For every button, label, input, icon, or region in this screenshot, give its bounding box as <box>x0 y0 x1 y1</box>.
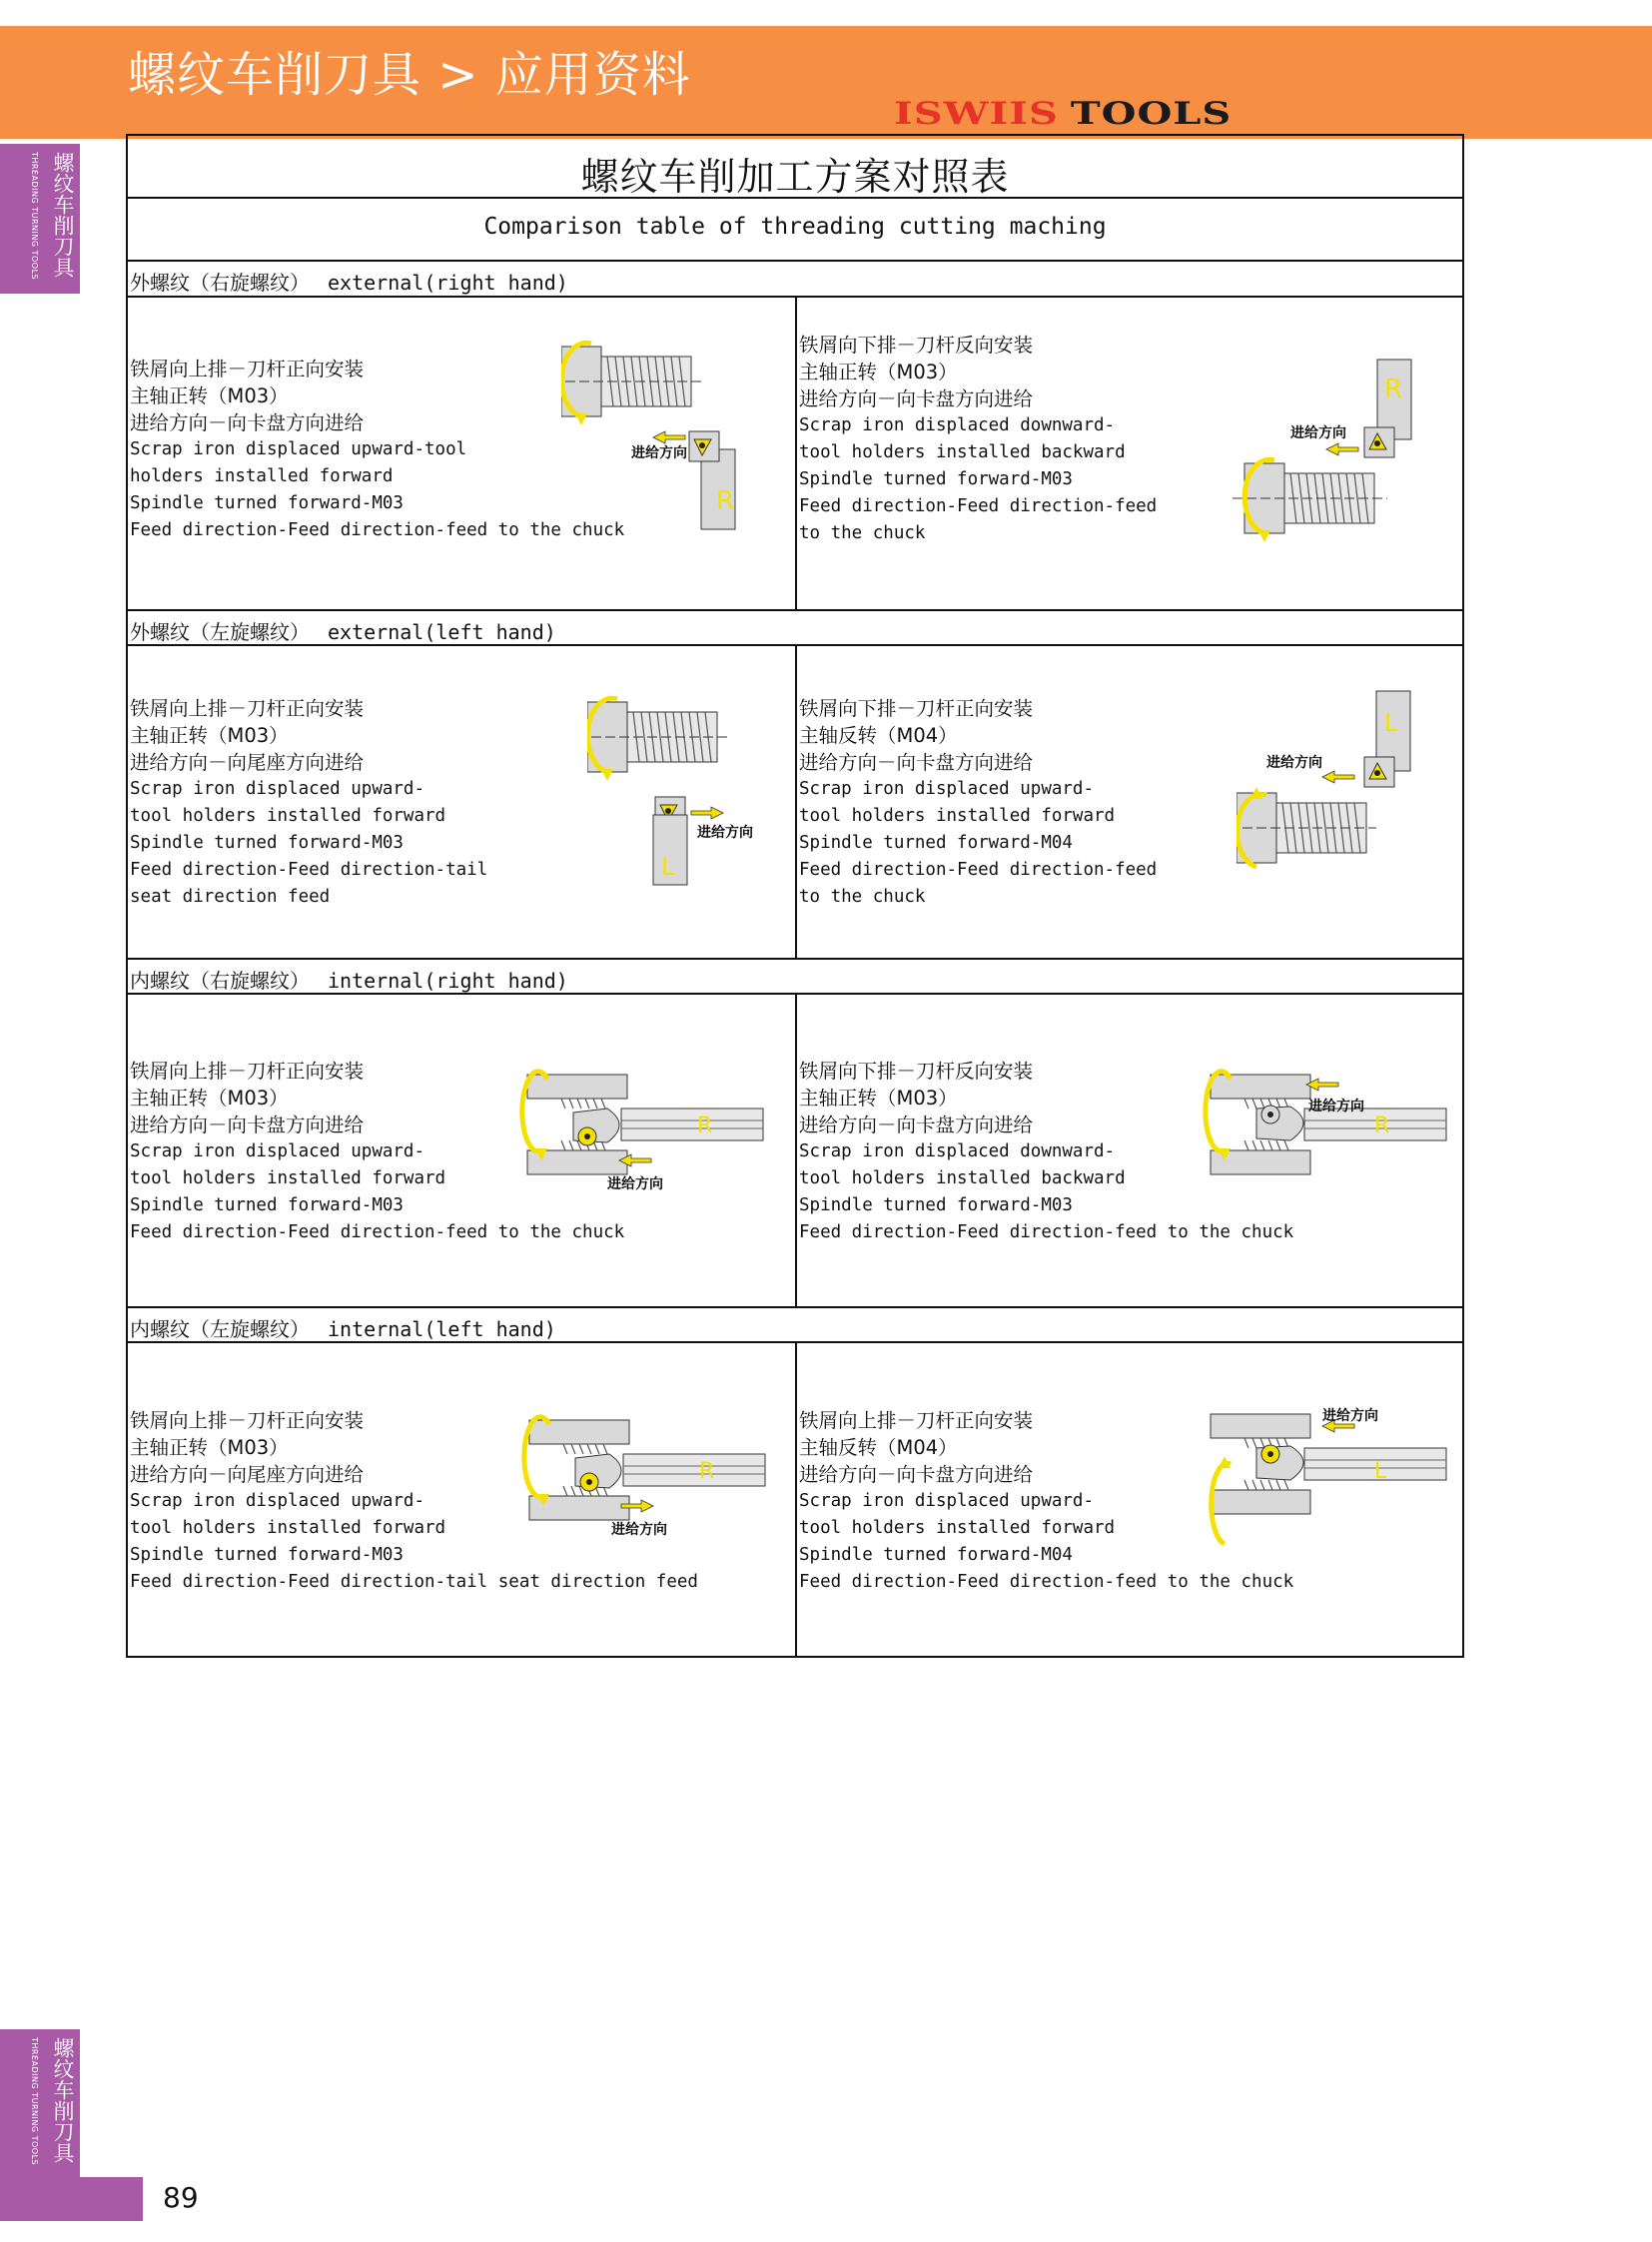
svg-text:R: R <box>1384 374 1403 404</box>
svg-text:进给方向: 进给方向 <box>1266 755 1322 771</box>
svg-text:R: R <box>716 486 735 516</box>
cell-text: 铁屑向上排－刀杆正向安装 主轴正转（M03） 进给方向－向尾座方向进给 Scrap iron displaced upward- tool holders installed forward Spindle turned forward-M03 Feed direction-Feed direction-tail seat direction feed <box>130 1409 698 1592</box>
divider <box>128 1306 1462 1308</box>
section-label: 内螺纹（左旋螺纹） internal(left hand) <box>130 1317 556 1341</box>
svg-text:进给方向: 进给方向 <box>607 1176 663 1192</box>
brand-part1: ISWIIS <box>894 95 1059 132</box>
divider <box>795 644 797 958</box>
internal-thread-diagram <box>513 1410 773 1560</box>
cell-text: 铁屑向下排－刀杆正向安装 主轴反转（M04） 进给方向－向卡盘方向进给 Scrap iron displaced upward- tool holders installed forward Spindle turned forward-M04 Feed direction-Feed direction-feed to the chuck <box>799 697 1158 907</box>
internal-thread-diagram <box>1195 1065 1454 1214</box>
svg-text:R: R <box>697 1114 713 1138</box>
side-tab-cn: 螺纹车削刀具 <box>51 2037 75 2163</box>
divider <box>128 958 1462 960</box>
divider <box>795 993 797 1306</box>
cell-text: 铁屑向上排－刀杆正向安装 主轴正转（M03） 进给方向－向尾座方向进给 Scrap iron displaced upward- tool holders installed forward Spindle turned forward-M03 Feed direction-Feed direction-tail seat direction feed <box>130 697 488 907</box>
svg-text:R: R <box>1374 1114 1390 1138</box>
svg-text:进给方向: 进给方向 <box>631 445 687 461</box>
page-title: 螺纹车削刀具 > 应用资料 <box>128 47 691 103</box>
table-title-en: Comparison table of threading cutting maching <box>483 214 1107 240</box>
page-number: 89 <box>163 2181 199 2214</box>
divider <box>128 197 1462 199</box>
section-label: 外螺纹（右旋螺纹） external(right hand) <box>130 271 568 295</box>
brand-logo <box>894 95 1232 132</box>
svg-text:进给方向: 进给方向 <box>1322 1408 1378 1424</box>
brand-part2: TOOLS <box>1070 95 1233 132</box>
divider <box>795 296 797 609</box>
cell-text: 铁屑向下排－刀杆反向安装 主轴正转（M03） 进给方向－向卡盘方向进给 Scrap iron displaced downward- tool holders installed backward Spindle turned forward-M03 Feed direction-Feed direction-feed to the chuck <box>799 1060 1294 1242</box>
external-thread-diagram <box>1223 358 1452 557</box>
cell-text: 铁屑向下排－刀杆反向安装 主轴正转（M03） 进给方向－向卡盘方向进给 Scrap iron displaced downward- tool holders installed backward Spindle turned forward-M03 Feed direction-Feed direction-feed to the chuck <box>799 334 1158 543</box>
internal-thread-diagram <box>511 1065 771 1214</box>
comparison-table <box>126 134 1464 1658</box>
divider <box>128 260 1462 262</box>
internal-thread-diagram <box>1195 1404 1454 1554</box>
cell-text: 铁屑向上排－刀杆正向安装 主轴正转（M03） 进给方向－向卡盘方向进给 Scrap iron displaced upward- tool holders installed forward Spindle turned forward-M03 Feed direction-Feed direction-feed to the chuck <box>130 1060 625 1242</box>
table-title-cn: 螺纹车削加工方案对照表 <box>580 155 1010 199</box>
divider <box>795 1341 797 1658</box>
svg-text:进给方向: 进给方向 <box>1308 1099 1364 1115</box>
side-tab-bottom <box>0 2029 80 2179</box>
cell-text: 铁屑向上排－刀杆正向安装 主轴正转（M03） 进给方向－向卡盘方向进给 Scrap iron displaced upward-tool holders installed forward Spindle turned forward-M03 Feed direction-Feed direction-feed to the chuck <box>130 358 625 540</box>
divider <box>128 609 1462 611</box>
svg-text:进给方向: 进给方向 <box>611 1522 667 1538</box>
svg-text:进给方向: 进给方向 <box>697 825 753 841</box>
svg-text:R: R <box>699 1459 715 1484</box>
svg-text:L: L <box>661 853 675 881</box>
svg-text:L: L <box>1374 1459 1387 1484</box>
external-thread-diagram <box>1237 687 1456 887</box>
page-number-bar <box>0 2177 143 2221</box>
side-tab-en: THREADING TURNING TOOLS <box>30 2037 39 2166</box>
side-tab-en: THREADING TURNING TOOLS <box>30 152 39 281</box>
side-tab-top <box>0 144 80 294</box>
svg-text:进给方向: 进给方向 <box>1290 425 1346 441</box>
cell-text: 铁屑向上排－刀杆正向安装 主轴反转（M04） 进给方向－向卡盘方向进给 Scrap iron displaced upward- tool holders installed forward Spindle turned forward-M04 Feed direction-Feed direction-feed to the chuck <box>799 1409 1294 1592</box>
external-thread-diagram <box>561 332 791 531</box>
external-thread-diagram <box>587 687 787 887</box>
section-label: 外螺纹（左旋螺纹） external(left hand) <box>130 620 556 644</box>
svg-text:L: L <box>1384 709 1398 737</box>
section-label: 内螺纹（右旋螺纹） internal(right hand) <box>130 969 568 993</box>
side-tab-cn: 螺纹车削刀具 <box>51 152 75 278</box>
